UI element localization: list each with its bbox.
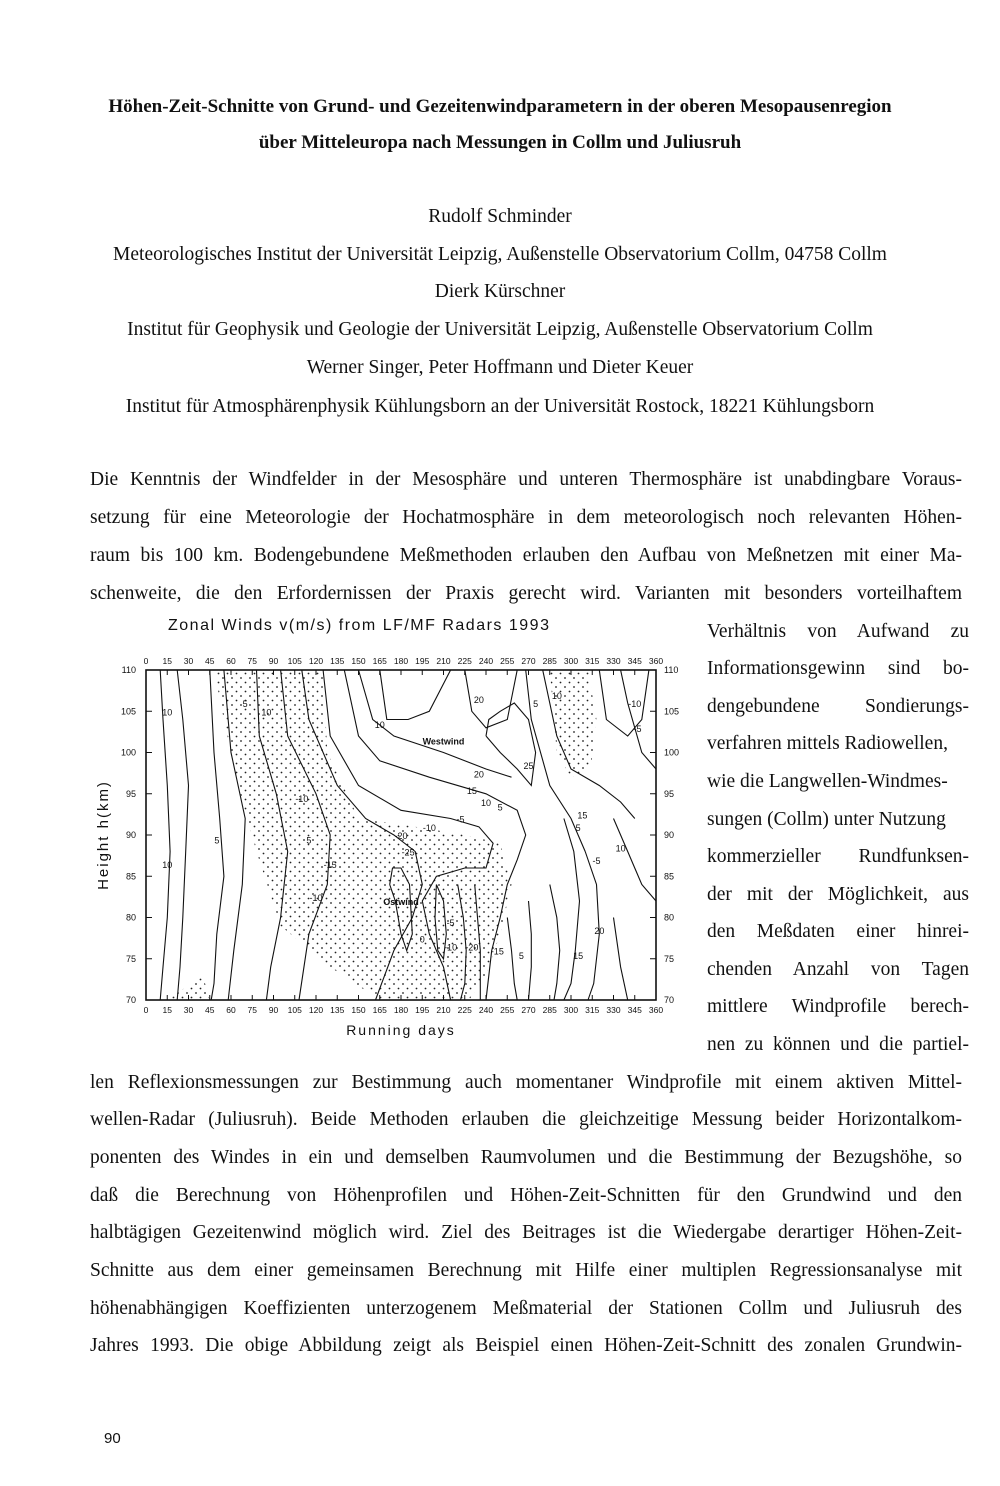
x-tick-label: 75	[247, 656, 257, 666]
x-tick-label: 315	[585, 1005, 600, 1015]
x-tick-label: 240	[478, 1005, 494, 1015]
x-tick-label: 150	[351, 1005, 366, 1015]
contour-label: -5	[456, 814, 465, 825]
x-tick-label: 0	[143, 1005, 149, 1015]
x-tick-label: 225	[457, 1005, 472, 1015]
contour-label: 5	[306, 835, 312, 846]
body-line: höhenabhängigen Koeffizienten unterzogenem Meßmaterial der Stationen Collm und Juliusruh des	[90, 1298, 962, 1319]
page-number: 90	[104, 1430, 121, 1447]
x-tick-label: 330	[606, 656, 621, 666]
contour-label: -10	[422, 822, 436, 833]
contour-label: -20	[394, 831, 408, 842]
contour-label: 5	[533, 699, 539, 710]
contour-label: -5	[592, 855, 601, 866]
x-tick-label: 225	[457, 656, 472, 666]
y-tick-label: 80	[125, 912, 136, 923]
y-axis-label: Height h(km)	[95, 780, 112, 890]
y-tick-label: 70	[125, 995, 136, 1005]
y-tick-label: 95	[125, 788, 136, 799]
x-tick-label: 165	[372, 1005, 387, 1015]
contour-line	[550, 885, 560, 1001]
author-affiliation: Institut für Atmosphärenphysik Kühlungsborn an der Universität Rostock, 18221 Kühlungsborn	[125, 396, 875, 417]
body-line: halbtägigen Gezeitenwind möglich wird. Ziel des Beitrages ist die Wiedergabe derartiger Höhen-Zeit-	[90, 1222, 962, 1243]
x-tick-label: 300	[563, 1005, 579, 1015]
contour-line	[529, 901, 532, 1000]
side-text-line: sungen (Collm) unter Nutzung	[707, 809, 946, 830]
x-tick-label: 360	[648, 656, 664, 666]
contour-line	[614, 918, 628, 1001]
contour-label: 10	[551, 690, 562, 701]
paper-title-line-1: Höhen-Zeit-Schnitte von Grund- und Gezeitenwindparametern in der oberen Mesopausenregion	[108, 96, 892, 117]
contour-label: 15	[573, 950, 584, 961]
contour-line	[621, 670, 656, 769]
x-tick-label: 210	[436, 656, 451, 666]
y-tick-label: 110	[121, 665, 136, 675]
author-name: Rudolf Schminder	[428, 206, 572, 227]
contour-label: -20	[465, 942, 479, 953]
x-tick-label: 285	[542, 656, 557, 666]
contour-label: 20	[594, 926, 605, 936]
contour-line	[160, 670, 173, 1000]
x-tick-label: 240	[478, 656, 494, 666]
side-text-line: kommerzieller Rundfunksen-	[707, 846, 969, 867]
author-affiliation: Meteorologisches Institut der Universität Leipzig, Außenstelle Observatorium Collm, 04758 Collm	[113, 244, 887, 265]
contour-label: -5	[446, 917, 455, 928]
author-name: Werner Singer, Peter Hoffmann und Dieter Keuer	[306, 357, 694, 378]
contour-label: -10	[628, 699, 642, 710]
x-tick-label: 150	[351, 656, 366, 666]
contour-line	[507, 918, 517, 1001]
contour-label: -15	[323, 860, 337, 870]
contour-label: 15	[466, 785, 477, 796]
contour-label: -25	[401, 847, 415, 858]
side-text-line: der mit der Möglichkeit, aus	[707, 884, 969, 905]
chart-title: Zonal Winds v(m/s) from LF/MF Radars 1993	[168, 617, 551, 634]
contour-label: 5	[242, 699, 248, 710]
body-line: len Reflexionsmessungen zur Bestimmung auch momentaner Windprofile mit einem aktiven Mittel-	[90, 1072, 962, 1093]
x-tick-label: 270	[521, 656, 536, 666]
contour-label: -10	[444, 942, 458, 953]
side-text-line: dengebundene Sondierungs-	[707, 696, 969, 717]
body-line: Jahres 1993. Die obige Abbildung zeigt als Beispiel einen Höhen-Zeit-Schnitt des zonalen Grundwin-	[90, 1335, 962, 1356]
contour-line	[564, 819, 580, 1001]
y-tick-label: 90	[125, 830, 136, 840]
body-line: schenweite, die den Erfordernissen der Praxis gerecht wird. Varianten mit besonders vorteilhaftem	[90, 583, 962, 604]
y-tick-label: 70	[664, 995, 675, 1005]
paper-title-line-2: über Mitteleuropa nach Messungen in Collm und Juliusruh	[258, 132, 742, 153]
y-tick-label: 100	[664, 747, 680, 758]
contour-label: 10	[480, 798, 492, 809]
x-tick-label: 30	[183, 656, 194, 666]
x-tick-label: 315	[585, 656, 600, 666]
x-tick-label: 135	[330, 1005, 345, 1015]
x-tick-label: 45	[205, 656, 215, 666]
contour-label: 5	[214, 835, 220, 846]
x-tick-label: 300	[563, 656, 579, 666]
x-tick-label: 180	[393, 1005, 409, 1015]
y-tick-label: 100	[120, 747, 136, 758]
x-tick-label: 45	[205, 1005, 215, 1015]
body-line: raum bis 100 km. Bodengebundene Meßmethoden erlauben den Aufbau von Meßnetzen mit einer Ma-	[90, 545, 962, 566]
contour-label: 0	[419, 934, 425, 945]
contour-label: 5	[518, 950, 524, 961]
contour-line	[465, 670, 517, 728]
body-line: setzung für eine Meteorologie der Hochatmosphäre in dem meteorologisch noch relevanten Höhen-	[90, 507, 962, 528]
body-line: Schnitte aus dem einer gemeinsamen Berechnung mit Hilfe einer multiplen Regressionsanalyse mit	[90, 1260, 962, 1281]
side-text-line: den Meßdaten einer hinrei-	[707, 921, 969, 942]
x-tick-label: 0	[143, 656, 149, 666]
contour-label: 10	[261, 707, 272, 718]
x-tick-label: 345	[627, 656, 642, 666]
y-tick-label: 90	[664, 830, 675, 840]
contour-label: 20	[473, 769, 484, 780]
x-tick-label: 195	[415, 1005, 430, 1015]
contour-label: 10	[162, 860, 173, 870]
side-text-line: verfahren mittels Radiowellen,	[707, 733, 948, 754]
contour-label: -15	[490, 946, 504, 957]
contour-line	[486, 703, 536, 786]
x-tick-label: 135	[330, 656, 345, 666]
y-tick-label: 75	[125, 953, 136, 964]
y-tick-label: 85	[125, 871, 136, 882]
y-tick-label: 85	[664, 871, 675, 882]
contour-label: 5	[497, 802, 503, 813]
x-tick-label: 210	[436, 1005, 451, 1015]
x-tick-label: 360	[648, 1005, 664, 1015]
contour-line	[380, 670, 451, 720]
body-line: wellen-Radar (Juliusruh). Beide Methoden erlauben die gleichzeitige Messung beider Horizontalkom-	[90, 1109, 962, 1130]
x-tick-label: 30	[183, 1005, 194, 1015]
x-tick-label: 60	[226, 656, 236, 666]
x-tick-label: 270	[521, 1005, 536, 1015]
side-text-line: Informationsgewinn sind bo-	[707, 658, 969, 679]
x-tick-label: 15	[162, 656, 172, 666]
y-tick-label: 105	[120, 706, 136, 717]
y-tick-label: 110	[664, 665, 679, 675]
contour-label: 5	[575, 822, 581, 833]
contour-label: 10	[615, 843, 626, 854]
y-tick-label: 105	[664, 706, 680, 717]
x-tick-label: 255	[500, 656, 515, 666]
y-tick-label: 75	[664, 953, 675, 964]
x-tick-label: 60	[226, 1005, 236, 1015]
easterly-region	[550, 670, 597, 777]
side-text-line: mittlere Windprofile berech-	[707, 996, 969, 1017]
x-tick-label: 345	[627, 1005, 642, 1015]
x-tick-label: 255	[500, 1005, 515, 1015]
author-name: Dierk Kürschner	[434, 281, 566, 302]
x-tick-label: 105	[287, 656, 302, 666]
contour-line	[614, 819, 657, 902]
side-text-line: nen zu können und die partiel-	[707, 1034, 969, 1055]
region-annotation: Westwind	[422, 736, 465, 747]
x-axis-label: Running days	[346, 1022, 456, 1038]
side-text-line: chenden Anzahl von Tagen	[707, 959, 969, 980]
x-tick-label: 90	[268, 1005, 279, 1015]
body-line: daß die Berechnung von Höhenprofilen und Höhen-Zeit-Schnitten für den Grundwind und den	[90, 1185, 962, 1206]
zonal-wind-contour-chart	[86, 640, 696, 1050]
contour-label: -5	[633, 723, 642, 734]
x-tick-label: 90	[268, 656, 279, 666]
x-tick-label: 165	[372, 656, 387, 666]
contour-label: -10	[295, 794, 309, 804]
contour-line	[177, 670, 188, 1000]
x-tick-label: 195	[415, 656, 430, 666]
x-tick-label: 15	[162, 1005, 172, 1015]
y-tick-label: 80	[664, 912, 675, 923]
contour-label: 20	[473, 695, 484, 705]
region-annotation: Ostwind	[383, 897, 419, 908]
x-tick-label: 75	[247, 1005, 257, 1015]
contour-label: -10	[309, 893, 323, 903]
x-tick-label: 120	[308, 656, 324, 666]
x-tick-label: 105	[287, 1005, 302, 1015]
x-tick-label: 180	[393, 656, 409, 666]
x-tick-label: 285	[542, 1005, 557, 1015]
body-line: ponenten des Windes in ein und demselben Raumvolumen und die Bestimmung der Bezugshöhe, so	[90, 1147, 962, 1168]
body-line: Die Kenntnis der Windfelder in der Mesosphäre und unteren Thermosphäre ist unabdingbare Voraus-	[90, 469, 962, 490]
side-text-line: Verhältnis von Aufwand zu	[707, 621, 969, 642]
y-tick-label: 95	[664, 788, 675, 799]
x-tick-label: 120	[308, 1005, 324, 1015]
x-tick-label: 330	[606, 1005, 621, 1015]
contour-label: 10	[162, 707, 173, 718]
contour-label: 25	[523, 761, 534, 771]
author-affiliation: Institut für Geophysik und Geologie der Universität Leipzig, Außenstelle Observatorium Collm	[127, 319, 873, 340]
contour-label: 15	[577, 810, 588, 821]
side-text-line: wie die Langwellen-Windmes-	[707, 771, 948, 792]
contour-label: 10	[374, 719, 385, 730]
